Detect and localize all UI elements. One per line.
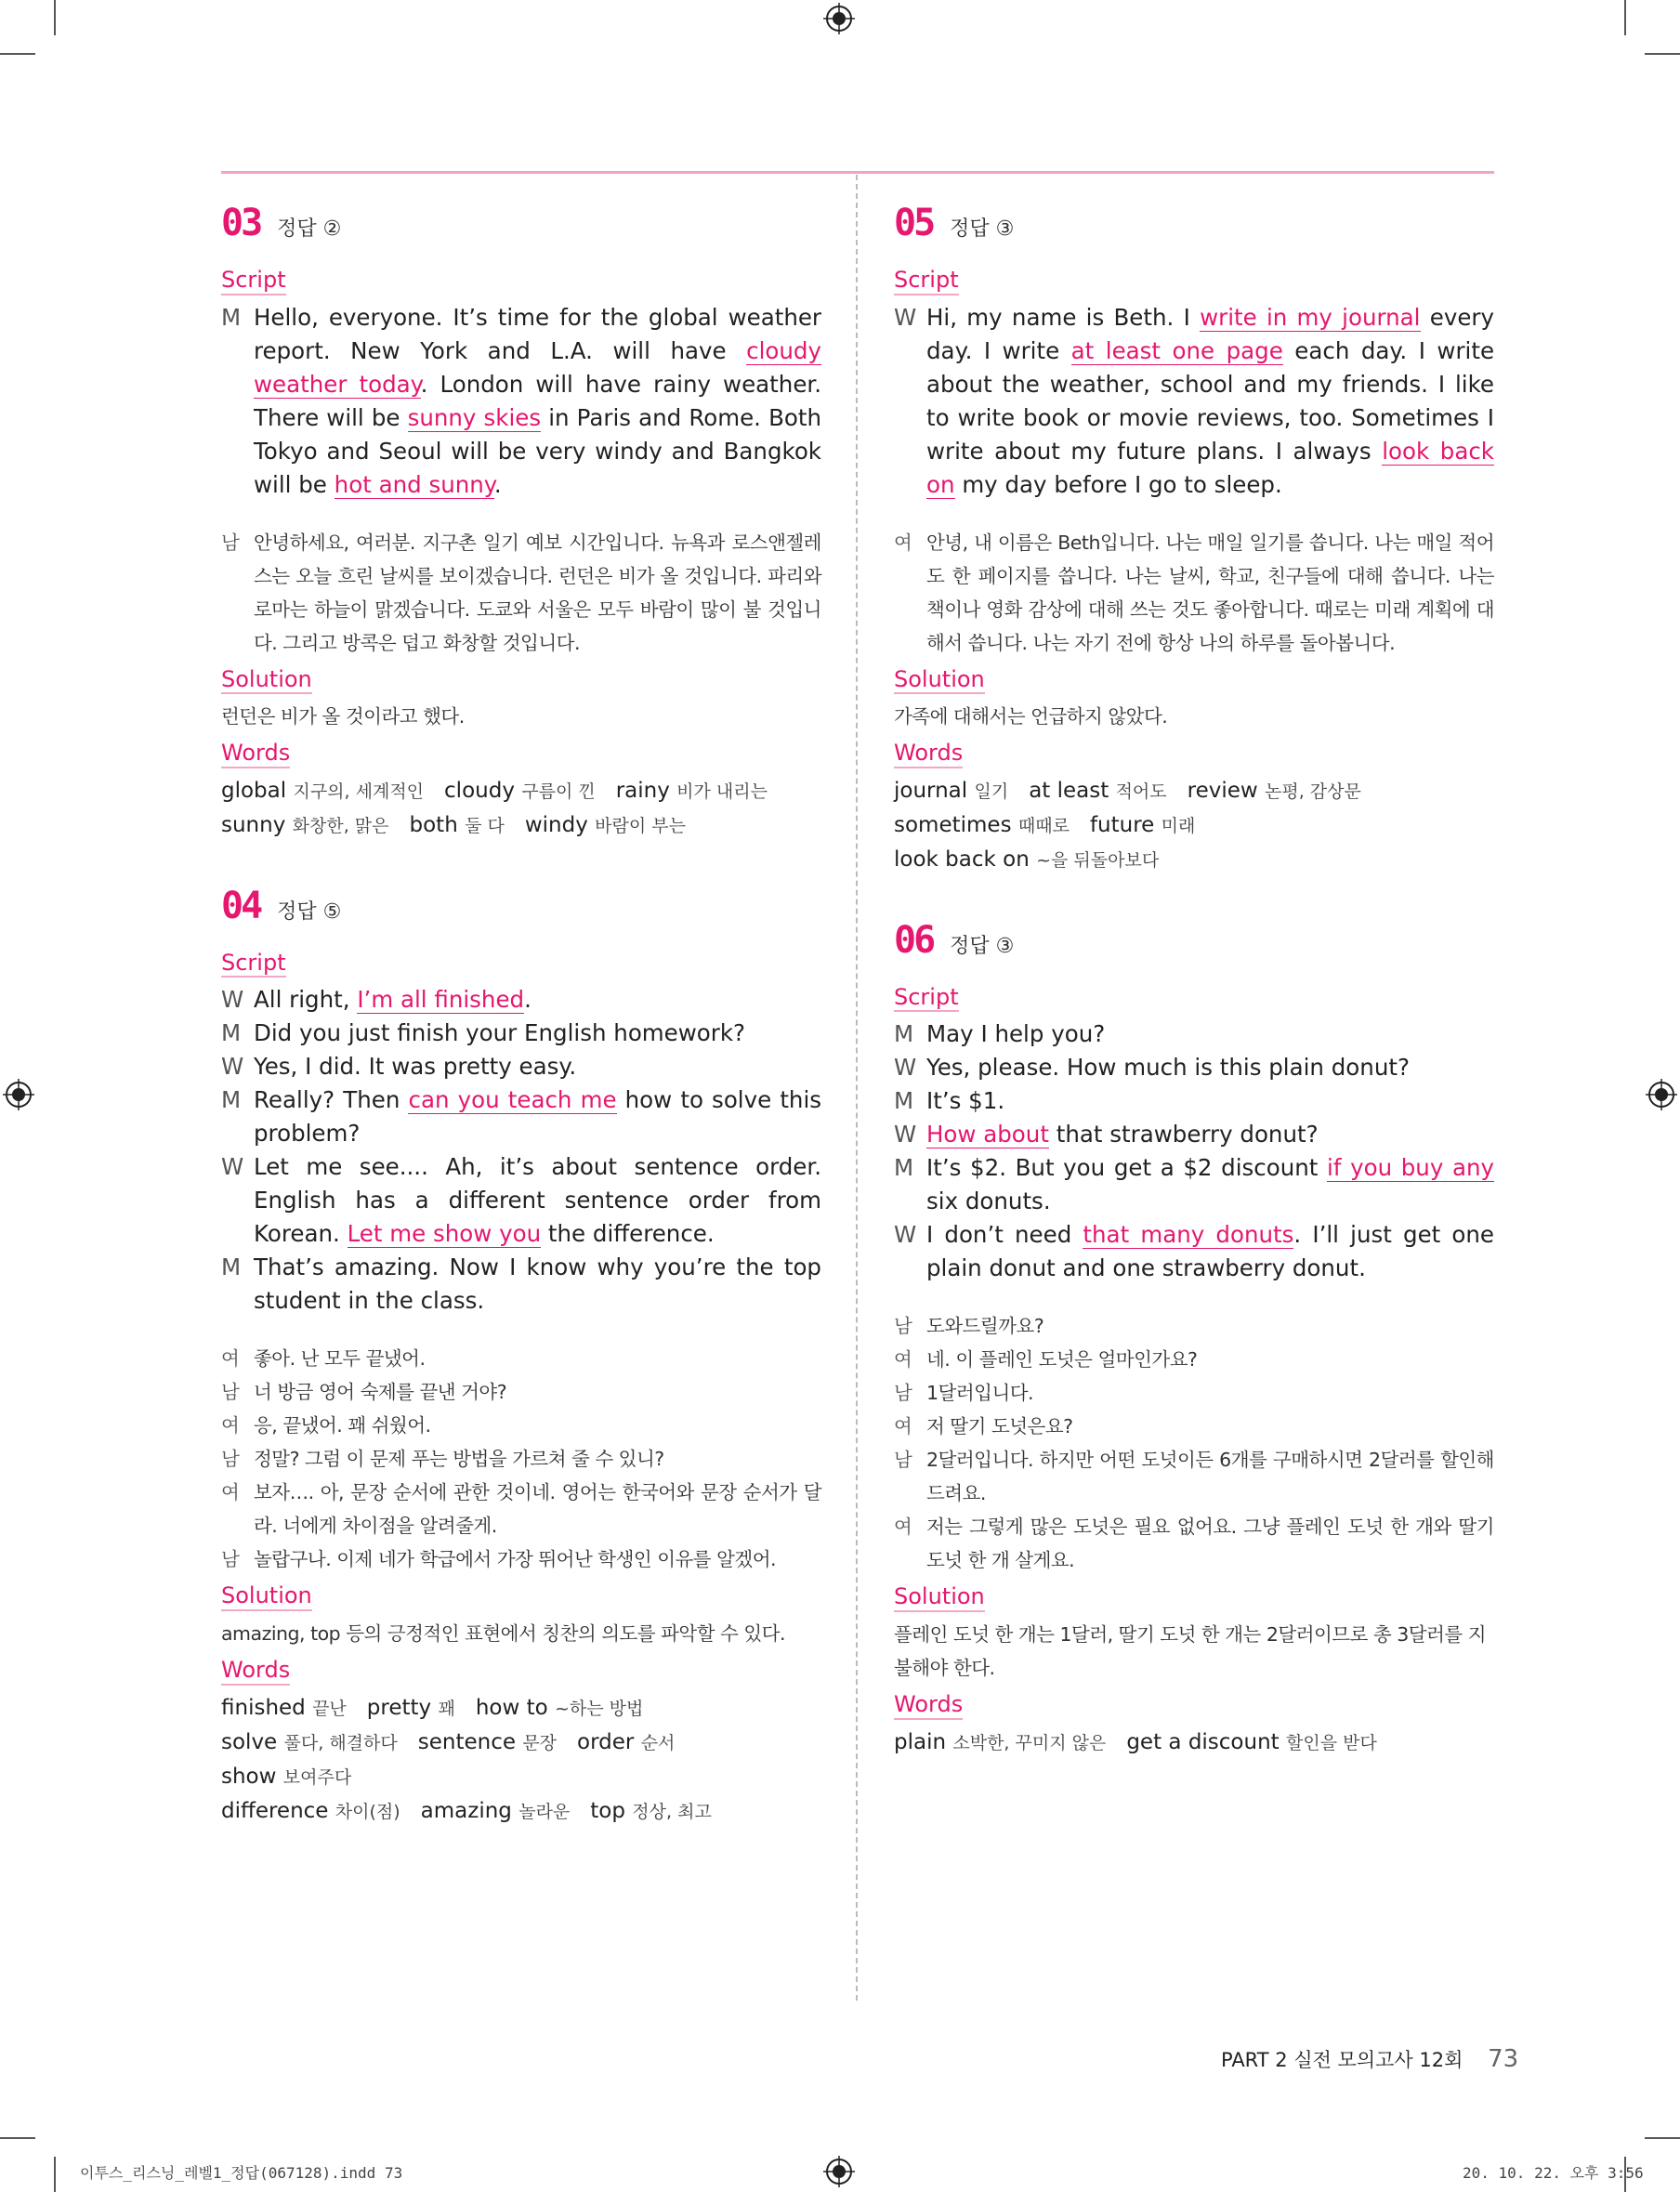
translation-line — [894, 1376, 1494, 1410]
question-header — [221, 884, 821, 943]
script-fragment: Did you just finish your English homework? — [254, 1019, 746, 1047]
script-fragment: Hi, my name is Beth. I — [926, 303, 1201, 331]
translation-block — [221, 1342, 821, 1576]
word-en: pretty — [366, 1695, 439, 1720]
word-item — [894, 813, 1070, 837]
translation-line — [894, 526, 1494, 660]
word-ko: 비가 내리는 — [676, 781, 768, 802]
script-line — [221, 301, 821, 502]
words-row — [894, 774, 1494, 808]
translation-text: 안녕, 내 이름은 Beth입니다. 나는 매일 일기를 씁니다. 나는 매일 적어도 한 페이지를 씁니다. 나는 날씨, 학교, 친구들에 대해 씁니다. 나는 책이나 영화 감상에 대해 쓰는 것도 좋아합니다. 때로는 미래 계획에 대해서 씁니다. 나는 자기 전에 항상 나의 하루를 돌아봅니다. — [926, 531, 1494, 654]
translation-text: 저는 그렇게 많은 도넛은 필요 없어요. 그냥 플레인 도넛 한 개와 딸기 도넛 한 개 살게요. — [926, 1516, 1494, 1572]
translation-block — [894, 1309, 1494, 1577]
footer-part: PART 2 — [1221, 2049, 1288, 2071]
script-fragment: my day before I go to sleep. — [954, 470, 1282, 498]
crop-mark — [1624, 0, 1626, 35]
word-en: sunny — [221, 812, 293, 837]
speaker-label: 여 — [221, 1347, 240, 1371]
translation-block — [221, 526, 821, 660]
word-ko: ~을 뒤돌아보다 — [1036, 849, 1160, 871]
word-item — [476, 1696, 644, 1720]
word-en: journal — [894, 778, 975, 803]
question-number: 03 — [221, 202, 261, 244]
slug-timestamp: 20. 10. 22. 오후 3:56 — [1463, 2164, 1644, 2182]
script-fragment: every day. I write — [926, 303, 1494, 364]
solution-text: amazing, top 등의 긍정적인 표현에서 칭찬의 의도를 파악할 수 있다. — [221, 1621, 785, 1645]
word-item — [616, 779, 768, 803]
translation-line — [894, 1410, 1494, 1443]
script-text — [254, 301, 821, 502]
script-line — [221, 1083, 821, 1150]
translation-line — [894, 1309, 1494, 1343]
speaker-label: 남 — [894, 1449, 912, 1472]
word-en: difference — [221, 1798, 335, 1823]
script-block — [221, 983, 821, 1318]
word-ko: 때때로 — [1017, 815, 1070, 836]
script-text — [926, 301, 1494, 502]
solution-label: Solution — [221, 1583, 312, 1611]
speaker-label: 여 — [221, 1481, 240, 1504]
word-ko: 차이(점) — [335, 1801, 400, 1822]
script-block — [894, 1017, 1494, 1285]
word-item — [221, 1730, 398, 1754]
script-line — [894, 301, 1494, 502]
answer-label: 정답 ② — [277, 217, 342, 241]
word-item — [894, 779, 1008, 803]
speaker-label: 여 — [894, 1348, 912, 1372]
page-footer — [1221, 2045, 1518, 2073]
word-item — [410, 813, 505, 837]
translation-line — [894, 1343, 1494, 1376]
word-item — [221, 1696, 347, 1720]
words-row — [894, 808, 1494, 877]
word-ko: 정상, 최고 — [632, 1801, 712, 1822]
script-fragment: . — [524, 986, 532, 1014]
top-rule — [221, 171, 1494, 174]
translation-text: 정말? 그럼 이 문제 푸는 방법을 가르쳐 줄 수 있니? — [254, 1448, 664, 1471]
script-label: Script — [894, 268, 959, 295]
script-label: Script — [221, 951, 286, 978]
word-en: rainy — [615, 778, 677, 803]
word-item — [367, 1696, 455, 1720]
word-en: order — [577, 1729, 641, 1754]
words-row — [221, 1794, 821, 1829]
script-fragment: Yes, I did. It was pretty easy. — [254, 1053, 577, 1081]
answer-label: 정답 ⑤ — [277, 899, 342, 924]
script-fragment: That’s amazing. Now I know why you’re the top student in the class. — [254, 1254, 821, 1315]
solution-label: Solution — [221, 667, 312, 695]
word-ko: 할인을 받다 — [1286, 1732, 1377, 1753]
registration-mark-icon — [823, 2156, 855, 2187]
column-divider — [856, 175, 858, 2001]
script-line — [221, 1050, 821, 1083]
script-fragment: Yes, please. How much is this plain donut? — [926, 1054, 1410, 1082]
translation-text: 도와드릴까요? — [926, 1315, 1044, 1338]
speaker-label: 남 — [894, 1382, 912, 1405]
crop-mark — [54, 2157, 56, 2192]
word-item — [525, 813, 686, 837]
question-number: 05 — [894, 202, 934, 244]
word-item — [1188, 779, 1361, 803]
script-fragment: I don’t need — [926, 1221, 1083, 1249]
speaker-label: M — [894, 1154, 914, 1182]
words-block — [221, 774, 821, 843]
script-text — [926, 1051, 1494, 1084]
question-number: 04 — [221, 884, 261, 927]
word-item — [421, 1799, 571, 1823]
translation-line — [221, 1409, 821, 1442]
page-number: 73 — [1488, 2045, 1519, 2073]
word-en: future — [1089, 812, 1162, 837]
words-block — [221, 1691, 821, 1829]
words-row — [221, 808, 821, 843]
key-phrase: cloudy weather today — [254, 336, 821, 398]
word-en: top — [590, 1798, 633, 1823]
translation-line — [221, 526, 821, 660]
script-line — [221, 1251, 821, 1318]
script-fragment: . I’ll just get one plain donut and one strawberry donut. — [926, 1221, 1495, 1282]
right-column — [894, 204, 1494, 1760]
word-en: plain — [894, 1729, 953, 1754]
word-en: both — [409, 812, 466, 837]
script-text — [926, 1218, 1494, 1285]
script-fragment: how to solve this problem? — [254, 1086, 822, 1148]
crop-mark — [0, 2137, 35, 2139]
solution-label: Solution — [894, 667, 985, 695]
key-phrase: look back on — [926, 437, 1494, 498]
words-label: Words — [894, 741, 963, 768]
script-fragment: . London will have rainy weather. There will be — [254, 370, 822, 431]
word-ko: 둘 다 — [465, 815, 505, 836]
word-item — [444, 779, 596, 803]
translation-line — [894, 1510, 1494, 1577]
script-line — [221, 1150, 821, 1251]
word-ko: 끝난 — [312, 1698, 347, 1719]
word-en: at least — [1029, 778, 1116, 803]
registration-mark-icon — [3, 1079, 34, 1110]
script-line — [894, 1017, 1494, 1051]
key-phrase: can you teach me — [408, 1086, 617, 1114]
script-line — [894, 1118, 1494, 1151]
script-text — [254, 1050, 821, 1083]
word-item — [577, 1730, 675, 1754]
translation-block — [894, 526, 1494, 660]
word-ko: 풀다, 해결하다 — [283, 1732, 398, 1753]
word-en: solve — [221, 1729, 284, 1754]
translation-line — [221, 1375, 821, 1409]
question-header — [894, 204, 1494, 260]
script-text — [254, 983, 821, 1017]
word-item — [221, 813, 389, 837]
speaker-label: 여 — [894, 531, 912, 554]
speaker-label: 여 — [894, 1415, 912, 1438]
translation-text: 좋아. 난 모두 끝냈어. — [254, 1347, 426, 1371]
speaker-label: 남 — [894, 1315, 912, 1338]
translation-line — [221, 1342, 821, 1375]
translation-text: 놀랍구나. 이제 네가 학급에서 가장 뛰어난 학생인 이유를 알겠어. — [254, 1548, 777, 1571]
words-row — [221, 774, 821, 808]
script-line — [221, 1017, 821, 1050]
script-fragment: in Paris and Rome. Both Tokyo and Seoul will be very windy and Bangkok will be — [254, 403, 821, 498]
speaker-label: W — [894, 303, 917, 331]
speaker-label: 남 — [221, 1548, 240, 1571]
crop-mark — [1645, 53, 1680, 55]
word-ko: 지구의, 세계적인 — [293, 781, 425, 802]
crop-mark — [0, 53, 35, 55]
key-phrase: sunny skies — [407, 403, 542, 431]
translation-line — [894, 1443, 1494, 1510]
script-fragment: Hello, everyone. It’s time for the global weather report. New York and L.A. will have — [254, 303, 821, 364]
script-line — [894, 1218, 1494, 1285]
word-ko: 문장 — [522, 1732, 558, 1753]
word-ko: 바람이 부는 — [595, 815, 686, 836]
answer-label: 정답 ③ — [950, 934, 1015, 958]
translation-line — [221, 1442, 821, 1476]
word-item — [1126, 1730, 1376, 1754]
footer-title: 실전 모의고사 12회 — [1293, 2049, 1463, 2071]
word-en: look back on — [894, 847, 1037, 872]
word-ko: 순서 — [640, 1732, 676, 1753]
word-item — [418, 1730, 557, 1754]
script-line — [894, 1151, 1494, 1218]
script-fragment: All right, — [254, 986, 358, 1014]
script-fragment: Let me see.... Ah, it’s about sentence order. English has a different sentence order from Korean. — [254, 1153, 821, 1248]
word-ko: 적어도 — [1115, 781, 1167, 802]
key-phrase: if you buy any — [1327, 1154, 1494, 1182]
crop-mark — [54, 0, 56, 35]
script-fragment: It’s $2. But you get a $2 discount — [926, 1154, 1328, 1182]
word-item — [894, 847, 1159, 872]
word-en: show — [221, 1764, 283, 1789]
word-ko: 소박한, 꾸미지 않은 — [952, 1732, 1107, 1753]
script-text — [926, 1084, 1494, 1118]
words-row — [894, 1726, 1494, 1760]
speaker-label: W — [894, 1221, 917, 1249]
word-ko: 보여주다 — [282, 1766, 352, 1788]
word-item — [894, 1730, 1106, 1754]
key-phrase: I’m all finished — [357, 986, 525, 1014]
words-label: Words — [894, 1692, 963, 1720]
script-block — [221, 301, 821, 502]
translation-text: 2달러입니다. 하지만 어떤 도넛이든 6개를 구매하시면 2달러를 할인해 드려요. — [926, 1449, 1494, 1505]
question-header — [894, 918, 1494, 978]
words-block — [894, 1726, 1494, 1760]
script-text — [254, 1017, 821, 1050]
script-line — [894, 1051, 1494, 1084]
question-header — [221, 204, 821, 260]
word-item — [1090, 813, 1195, 837]
word-en: sometimes — [894, 812, 1018, 837]
speaker-label: W — [894, 1121, 917, 1149]
word-en: get a discount — [1126, 1729, 1286, 1754]
speaker-label: 남 — [221, 1448, 240, 1471]
question-06 — [894, 918, 1495, 1760]
answer-label: 정답 ③ — [950, 217, 1015, 241]
left-column — [221, 204, 821, 1829]
key-phrase: hot and sunny — [334, 470, 494, 498]
word-en: how to — [475, 1695, 555, 1720]
word-ko: 미래 — [1161, 815, 1196, 836]
script-line — [894, 1084, 1494, 1118]
speaker-label: 여 — [894, 1516, 912, 1539]
word-en: global — [221, 778, 294, 803]
slug-filename: 이투스_리스닝_레벨1_정답(067128).indd 73 — [80, 2164, 403, 2182]
question-number: 06 — [894, 918, 934, 962]
script-fragment: each day. I write about the weather, school and my friends. I like to write book or movie reviews, too. Sometimes I write about my future plans. I always — [926, 336, 1495, 465]
words-row — [221, 1691, 821, 1726]
solution-text: 플레인 도넛 한 개는 1달러, 딸기 도넛 한 개는 2달러이므로 총 3달러를 지불해야 한다. — [894, 1622, 1487, 1679]
speaker-label: M — [894, 1020, 914, 1048]
speaker-label: M — [221, 1086, 242, 1114]
script-block — [894, 301, 1494, 502]
speaker-label: 남 — [221, 1381, 240, 1404]
translation-line — [221, 1542, 821, 1576]
script-text — [926, 1017, 1494, 1051]
word-item — [221, 1765, 351, 1789]
script-fragment: May I help you? — [926, 1020, 1106, 1048]
word-ko: 논평, 감상문 — [1265, 781, 1361, 802]
script-fragment: Really? Then — [254, 1086, 409, 1114]
script-fragment: that strawberry donut? — [1048, 1121, 1319, 1149]
speaker-label: W — [894, 1054, 917, 1082]
solution-text: 가족에 대해서는 언급하지 않았다. — [894, 705, 1168, 728]
key-phrase: How about — [926, 1121, 1049, 1149]
translation-text: 저 딸기 도넛은요? — [926, 1415, 1073, 1438]
script-text — [254, 1251, 821, 1318]
translation-text: 네. 이 플레인 도넛은 얼마인가요? — [926, 1348, 1198, 1372]
translation-text: 안녕하세요, 여러분. 지구촌 일기 예보 시간입니다. 뉴욕과 로스앤젤레스는 오늘 흐린 날씨를 보이겠습니다. 런던은 비가 올 것입니다. 파리와 로마는 하늘이 맑겠습니다. 도쿄와 서울은 모두 바람이 많이 불 것입니다. 그리고 방콕은 덥고 화창할 것입니다. — [254, 531, 821, 654]
word-ko: 놀라운 — [518, 1801, 571, 1822]
word-ko: 꽤 — [438, 1698, 455, 1719]
key-phrase: Let me show you — [347, 1220, 542, 1248]
word-item — [590, 1799, 712, 1823]
word-ko: 구름이 낀 — [521, 781, 596, 802]
word-en: finished — [221, 1695, 313, 1720]
key-phrase: write in my journal — [1200, 303, 1421, 331]
speaker-label: M — [221, 1254, 242, 1281]
translation-line — [221, 1476, 821, 1542]
question-05 — [894, 204, 1494, 877]
script-fragment: six donuts. — [926, 1188, 1051, 1215]
script-fragment: . — [493, 470, 502, 498]
word-en: cloudy — [444, 778, 522, 803]
question-04 — [221, 884, 822, 1829]
speaker-label: W — [221, 1153, 244, 1181]
key-phrase: at least one page — [1070, 336, 1283, 364]
script-text — [926, 1151, 1494, 1218]
word-item — [221, 779, 424, 803]
speaker-label: W — [221, 986, 244, 1014]
speaker-label: M — [221, 1019, 242, 1047]
solution-text: 런던은 비가 올 것이라고 했다. — [221, 705, 465, 728]
words-row — [221, 1726, 821, 1794]
registration-mark-icon — [1646, 1079, 1677, 1110]
script-text — [254, 1150, 821, 1251]
script-text — [254, 1083, 821, 1150]
speaker-label: M — [894, 1087, 914, 1115]
translation-text: 너 방금 영어 숙제를 끝낸 거야? — [254, 1381, 507, 1404]
words-label: Words — [221, 1658, 290, 1686]
key-phrase: that many donuts — [1083, 1221, 1294, 1249]
translation-text: 응, 끝냈어. 꽤 쉬웠어. — [254, 1414, 431, 1437]
word-ko: 화창한, 맑은 — [292, 815, 389, 836]
translation-text: 보자…. 아, 문장 순서에 관한 것이네. 영어는 한국어와 문장 순서가 달라. 너에게 차이점을 알려줄게. — [254, 1481, 821, 1538]
speaker-label: W — [221, 1053, 244, 1081]
word-en: sentence — [417, 1729, 523, 1754]
script-line — [221, 983, 821, 1017]
registration-mark-icon — [823, 3, 855, 34]
script-fragment: the difference. — [541, 1220, 715, 1248]
word-ko: ~하는 방법 — [555, 1698, 644, 1719]
words-label: Words — [221, 741, 290, 768]
speaker-label: 여 — [221, 1414, 240, 1437]
script-fragment: It’s $1. — [926, 1087, 1005, 1115]
script-label: Script — [894, 985, 959, 1013]
solution-label: Solution — [894, 1584, 985, 1612]
word-item — [221, 1799, 400, 1823]
translation-text: 1달러입니다. — [926, 1382, 1034, 1405]
word-item — [1029, 779, 1166, 803]
words-block — [894, 774, 1494, 877]
word-ko: 일기 — [974, 781, 1009, 802]
speaker-label: M — [221, 303, 242, 331]
question-03 — [221, 204, 821, 843]
word-en: windy — [524, 812, 596, 837]
word-en: amazing — [420, 1798, 519, 1823]
crop-mark — [1645, 2137, 1680, 2139]
speaker-label: 남 — [221, 531, 240, 554]
script-label: Script — [221, 268, 286, 295]
word-en: review — [1187, 778, 1265, 803]
script-text — [926, 1118, 1494, 1151]
